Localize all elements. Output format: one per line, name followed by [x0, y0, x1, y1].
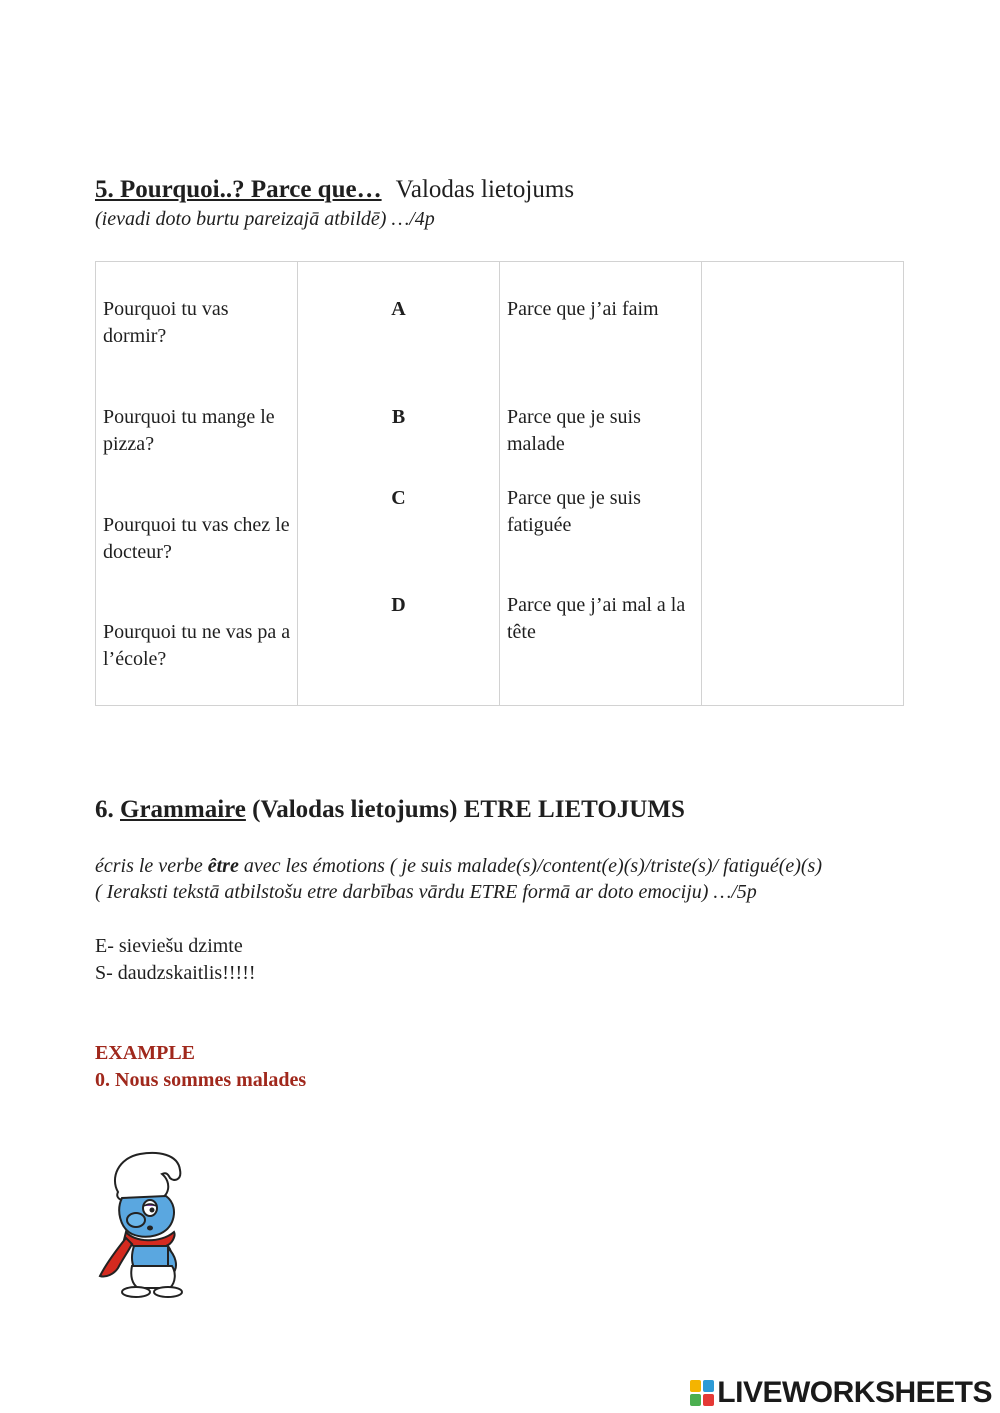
sick-smurf-image: [96, 1148, 188, 1300]
instruction-french-post: avec les émotions ( je suis malade(s)/content(e)(s)/triste(s)/ fatigué(e)(s): [243, 855, 822, 877]
letters-column: [298, 262, 500, 706]
section-6-title-underlined: Grammaire: [120, 796, 246, 823]
note-plural: S- daudzskaitlis!!!!!: [95, 962, 256, 984]
letter-d: D: [391, 594, 406, 616]
section-6-number: 6.: [95, 796, 114, 823]
question-4: Pourquoi tu ne vas pa a l’école?: [103, 621, 291, 670]
note-feminine: E- sieviešu dzimte: [95, 935, 243, 957]
question-1: Pourquoi tu vas dormir?: [103, 298, 229, 347]
example-sentence: 0. Nous sommes malades: [95, 1069, 307, 1091]
question-3: Pourquoi tu vas chez le docteur?: [103, 514, 290, 563]
answer-1: Parce que j’ai faim: [507, 298, 659, 320]
section-5-title: [95, 174, 574, 206]
answer-input-column[interactable]: [702, 262, 904, 706]
section-6-title-rest: (Valodas lietojums) ETRE LIETOJUMS: [252, 796, 685, 823]
instruction-french: [95, 853, 822, 879]
section-5-title-bold: 5. Pourquoi..? Parce que…: [95, 176, 382, 203]
questions-column: [96, 262, 298, 706]
instruction-french-bold: être: [207, 855, 239, 877]
liveworksheets-logo-icon: [690, 1380, 714, 1406]
liveworksheets-logo: [690, 1376, 992, 1410]
letter-b: B: [391, 406, 406, 428]
example-label: EXAMPLE: [95, 1042, 195, 1064]
section-5-subtitle: (ievadi doto burtu pareizajā atbildē) …/4p: [95, 208, 435, 230]
answer-2: Parce que je suis malade: [507, 406, 641, 455]
question-2: Pourquoi tu mange le pizza?: [103, 406, 275, 455]
liveworksheets-logo-text: LIVEWORKSHEETS: [717, 1376, 992, 1409]
answers-column: [500, 262, 702, 706]
letter-a: A: [391, 298, 406, 320]
matching-table: [95, 261, 904, 706]
answer-4: Parce que j’ai mal a la tête: [507, 594, 686, 643]
answer-3: Parce que je suis fatiguée: [507, 487, 641, 536]
letter-c: C: [391, 487, 406, 509]
section-6-title: [95, 794, 685, 826]
instruction-latvian: ( Ieraksti tekstā atbilstošu etre darbības vārdu ETRE formā ar doto emociju) …/5p: [95, 881, 757, 903]
instruction-french-pre: écris le verbe: [95, 855, 203, 877]
section-5-title-subject: Valodas lietojums: [395, 176, 575, 203]
